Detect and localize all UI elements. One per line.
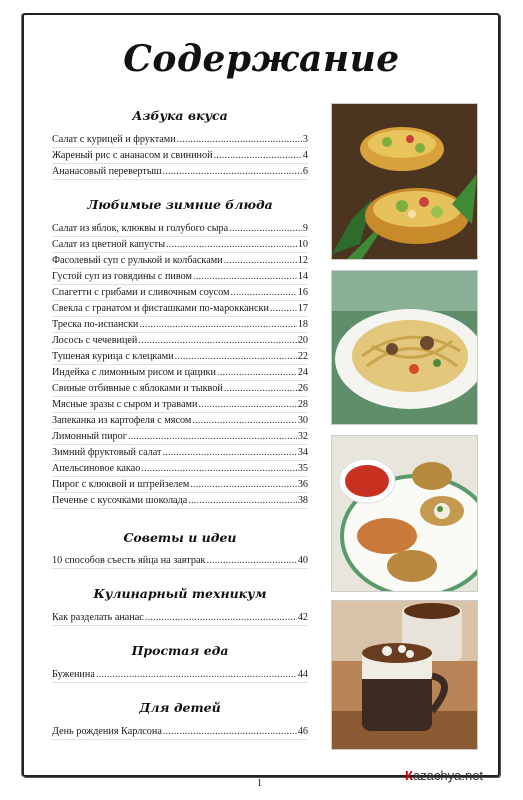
toc-leader [206, 554, 296, 568]
toc-entry-title: Лимонный пирог [52, 431, 127, 442]
toc-entry-title: Треска по-испански [52, 319, 139, 330]
toc-entry-page: 16 [297, 287, 308, 298]
toc-leader [193, 270, 297, 284]
toc-entry-page: 10 [297, 239, 308, 250]
toc-entry[interactable] [52, 366, 308, 381]
toc-leader [192, 414, 296, 428]
toc-entry-page: 3 [302, 134, 308, 145]
toc-entry-title: Пирог с клюквой и штрейзелем [52, 479, 190, 490]
photo-cocoa [331, 600, 478, 750]
toc-entry-page: 9 [302, 223, 308, 234]
toc-entry[interactable] [52, 462, 308, 477]
toc-entry-page: 35 [297, 463, 308, 474]
toc-entry-title: Мясные зразы с сыром и травами [52, 399, 198, 410]
toc-entry-page: 40 [297, 555, 308, 566]
toc-leader [188, 494, 297, 508]
toc-entry-title: Фасолевый суп с рулькой и колбасками [52, 255, 223, 266]
toc-leader [190, 478, 297, 492]
toc-entry[interactable] [52, 222, 308, 237]
toc-entry-title: Индейка с лимонным рисом и цацики [52, 367, 216, 378]
toc-entry[interactable] [52, 430, 308, 445]
toc-entry-title: Буженина [52, 669, 95, 680]
toc-leader [163, 165, 302, 179]
toc-leader [163, 446, 297, 460]
toc-leader [138, 334, 296, 348]
toc-leader [166, 238, 297, 252]
toc-leader [141, 462, 296, 476]
toc-entry-page: 34 [297, 447, 308, 458]
toc-entry[interactable] [52, 302, 308, 317]
page-number: 1 [257, 778, 262, 789]
toc-entry[interactable] [52, 149, 308, 164]
toc-leader [270, 302, 297, 316]
toc-entry[interactable] [52, 318, 308, 333]
toc-entry-page: 38 [297, 495, 308, 506]
toc-entry-title: Густой суп из говядины с пивом [52, 271, 192, 282]
photo-pineapple-salad [331, 103, 478, 260]
toc-leader [230, 286, 296, 300]
toc-entry[interactable] [52, 668, 308, 683]
toc-entry-page: 28 [297, 399, 308, 410]
section-heading-azbuka: Азбука вкуса [132, 108, 228, 123]
toc-leader [198, 398, 296, 412]
section-heading-winter: Любимые зимние блюда [87, 197, 273, 212]
toc-leader [175, 350, 297, 364]
toc-entry-title: Апельсиновое какао [52, 463, 141, 474]
photo-spaghetti [331, 270, 478, 425]
toc-leader [229, 222, 302, 236]
toc-entry-page: 26 [297, 383, 308, 394]
toc-entry-title: Ананасовый перевертыш [52, 166, 162, 177]
toc-entry-page: 36 [297, 479, 308, 490]
toc-leader [177, 133, 302, 147]
toc-entry[interactable] [52, 494, 308, 509]
toc-entry-page: 30 [297, 415, 308, 426]
toc-leader [214, 149, 302, 163]
toc-entry-title: Свиные отбивные с яблоками и тыквой [52, 383, 223, 394]
watermark-k: К [405, 768, 413, 783]
section-heading-technique: Кулинарный техникум [93, 586, 267, 601]
toc-entry[interactable] [52, 270, 308, 285]
toc-entry-title: Зимний фруктовый салат [52, 447, 162, 458]
watermark [405, 768, 483, 783]
toc-entry[interactable] [52, 725, 308, 740]
toc-entry[interactable] [52, 414, 308, 429]
toc-entry-title: Свекла с гранатом и фисташками по-марокканcки [52, 303, 269, 314]
toc-entry-title: Спагетти с грибами и сливочным соусом [52, 287, 230, 298]
toc-leader [224, 254, 297, 268]
toc-entry-page: 24 [297, 367, 308, 378]
toc-leader [128, 430, 297, 444]
toc-entry-title: Салат с курицей и фруктами [52, 134, 176, 145]
toc-entry[interactable] [52, 446, 308, 461]
toc-entry[interactable] [52, 165, 308, 180]
toc-entry-title: Жареный рис с ананасом и свининой [52, 150, 213, 161]
toc-entry-title: Лосось с чечевицей [52, 335, 138, 346]
toc-entry[interactable] [52, 286, 308, 301]
toc-entry-title: Салат из цветной капусты [52, 239, 166, 250]
toc-entry[interactable] [52, 238, 308, 253]
section-heading-kids: Для детей [139, 700, 221, 715]
toc-entry[interactable] [52, 611, 308, 626]
toc-entry-page: 32 [297, 431, 308, 442]
watermark-rest: azachya.net [412, 768, 484, 783]
toc-entry[interactable] [52, 478, 308, 493]
toc-entry-page: 22 [297, 351, 308, 362]
toc-entry[interactable] [52, 350, 308, 365]
toc-leader [145, 611, 297, 625]
toc-entry-title: День рождения Карлсона [52, 726, 162, 737]
toc-entry[interactable] [52, 382, 308, 397]
toc-leader [163, 725, 297, 739]
section-heading-simple: Простая еда [131, 643, 229, 658]
toc-leader [96, 668, 297, 682]
toc-entry[interactable] [52, 398, 308, 413]
toc-entry-title: Запеканка из картофеля с мясом [52, 415, 192, 426]
page-title: Содержание [123, 38, 400, 80]
toc-entry-page: 12 [297, 255, 308, 266]
toc-entry[interactable] [52, 254, 308, 269]
toc-entry-page: 4 [302, 150, 308, 161]
toc-entry-page: 17 [297, 303, 308, 314]
toc-entry-title: Тушеная курица с клецками [52, 351, 174, 362]
toc-entry[interactable] [52, 554, 308, 569]
toc-entry-page: 14 [297, 271, 308, 282]
toc-entry-title: Печенье с кусочками шоколада [52, 495, 188, 506]
toc-entry-page: 42 [297, 612, 308, 623]
toc-leader [217, 366, 297, 380]
toc-entry-page: 46 [297, 726, 308, 737]
toc-entry[interactable] [52, 334, 308, 349]
toc-entry-page: 20 [297, 335, 308, 346]
toc-entry-title: Как разделать ананас [52, 612, 144, 623]
toc-entry-title: 10 способов съесть яйца на завтрак [52, 555, 206, 566]
toc-leader [139, 318, 296, 332]
toc-entry-page: 18 [297, 319, 308, 330]
toc-entry-page: 44 [297, 669, 308, 680]
photo-meat-rolls [331, 435, 478, 592]
toc-entry-page: 6 [302, 166, 308, 177]
toc-entry-title: Салат из яблок, клюквы и голубого сыра [52, 223, 229, 234]
section-heading-tips: Советы и идеи [123, 530, 237, 545]
toc-entry[interactable] [52, 133, 308, 148]
toc-leader [224, 382, 297, 396]
